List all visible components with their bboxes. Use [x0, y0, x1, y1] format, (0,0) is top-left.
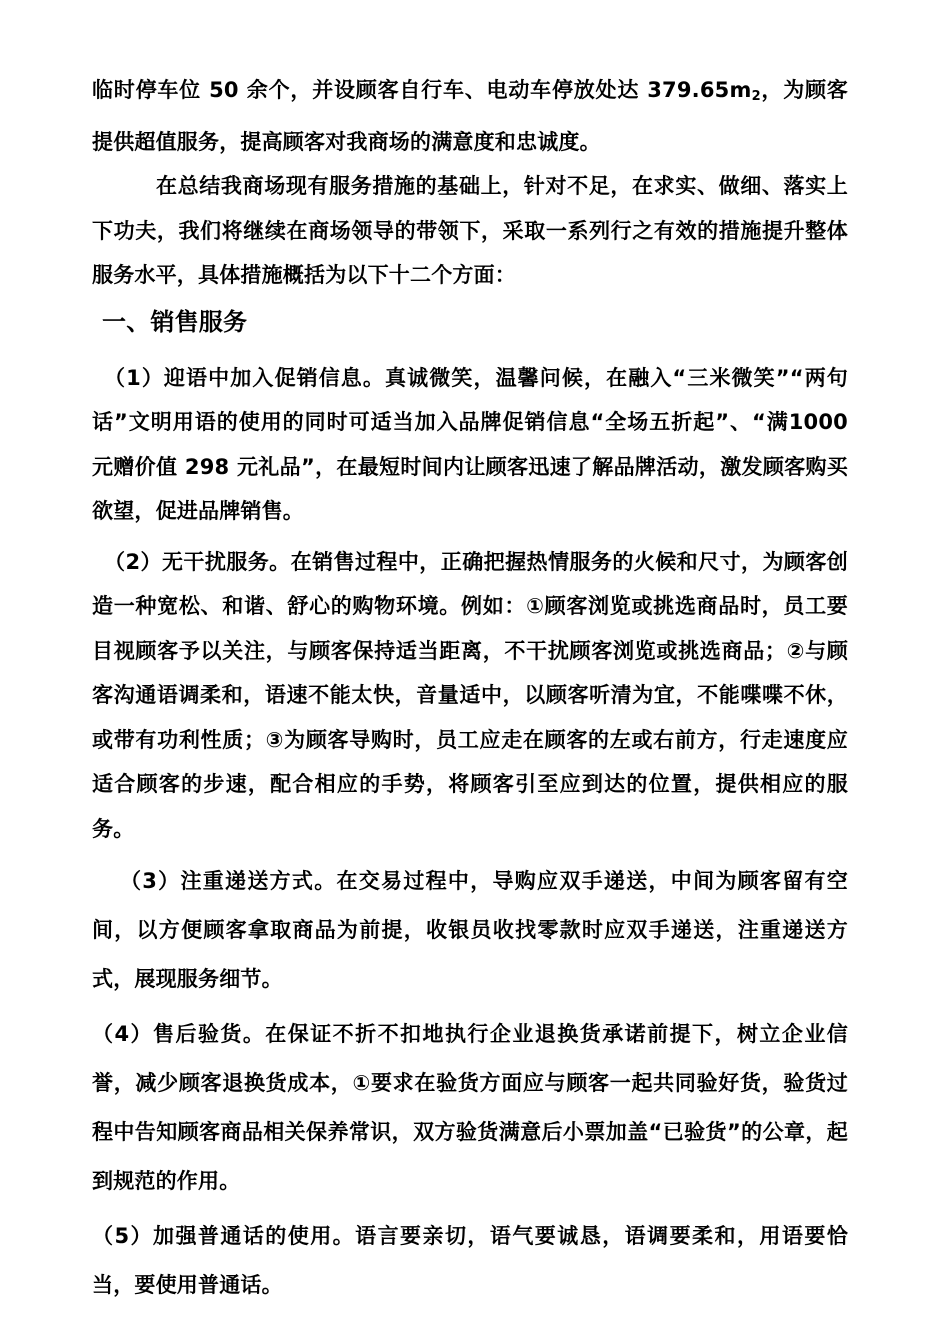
- paragraph-parking: [92, 68, 848, 164]
- section-heading-sales-service: 一、销售服务: [102, 307, 248, 336]
- paragraph-parking-tail: ，为顾客提供超值服务，提高顾客对我商场的满意度和忠诚度。: [92, 78, 848, 154]
- item-after-sale-inspection: （4）售后验货。在保证不折不扣地执行企业退换货承诺前提下，树立企业信誉，减少顾客退换货成本，①要求在验货方面应与顾客一起共同验好货，验货过程中告知顾客商品相关保养常识，双方验货满意后小票加盖“已验货”的公章，起到规范的作用。: [92, 1022, 848, 1193]
- item-mandarin-usage: （5）加强普通话的使用。语言要亲切，语气要诚恳，语调要柔和，用语要恰当，要使用普通话。: [92, 1224, 848, 1297]
- document-body: [92, 68, 848, 1310]
- item-no-disturbance-service: （2）无干扰服务。在销售过程中，正确把握热情服务的火候和尺寸，为顾客创造一种宽松、和谐、舒心的购物环境。例如：①顾客浏览或挑选商品时，员工要目视顾客予以关注，与顾客保持适当距离，不干扰顾客浏览或挑选商品；②与顾客沟通语调柔和，语速不能太快，音量适中，以顾客听清为宜，不能喋喋不休，或带有功利性质；③为顾客导购时，员工应走在顾客的左或右前方，行走速度应适合顾客的步速，配合相应的手势，将顾客引至应到达的位置，提供相应的服务。: [92, 549, 848, 841]
- item-handover-method: （3）注重递送方式。在交易过程中，导购应双手递送，中间为顾客留有空间，以方便顾客拿取商品为前提，收银员收找零款时应双手递送，注重递送方式，展现服务细节。: [92, 869, 848, 991]
- paragraph-summary: 在总结我商场现有服务措施的基础上，针对不足，在求实、做细、落实上下功夫，我们将继续在商场领导的带领下，采取一系列行之有效的措施提升整体服务水平，具体措施概括为以下十二个方面：: [92, 174, 848, 287]
- paragraph-parking-main: 临时停车位 50 余个，并设顾客自行车、电动车停放处达 379.65m: [92, 78, 752, 102]
- subscript-2: 2: [751, 89, 761, 104]
- item-greeting-promotion: （1）迎语中加入促销信息。真诚微笑，温馨问候，在融入“三米微笑”“两句话”文明用语的使用的同时可适当加入品牌促销信息“全场五折起”、“满1000 元赠价值 298 元礼品”，在最短时间内让顾客迅速了解品牌活动，激发顾客购买欲望，促进品牌销售。: [92, 365, 848, 523]
